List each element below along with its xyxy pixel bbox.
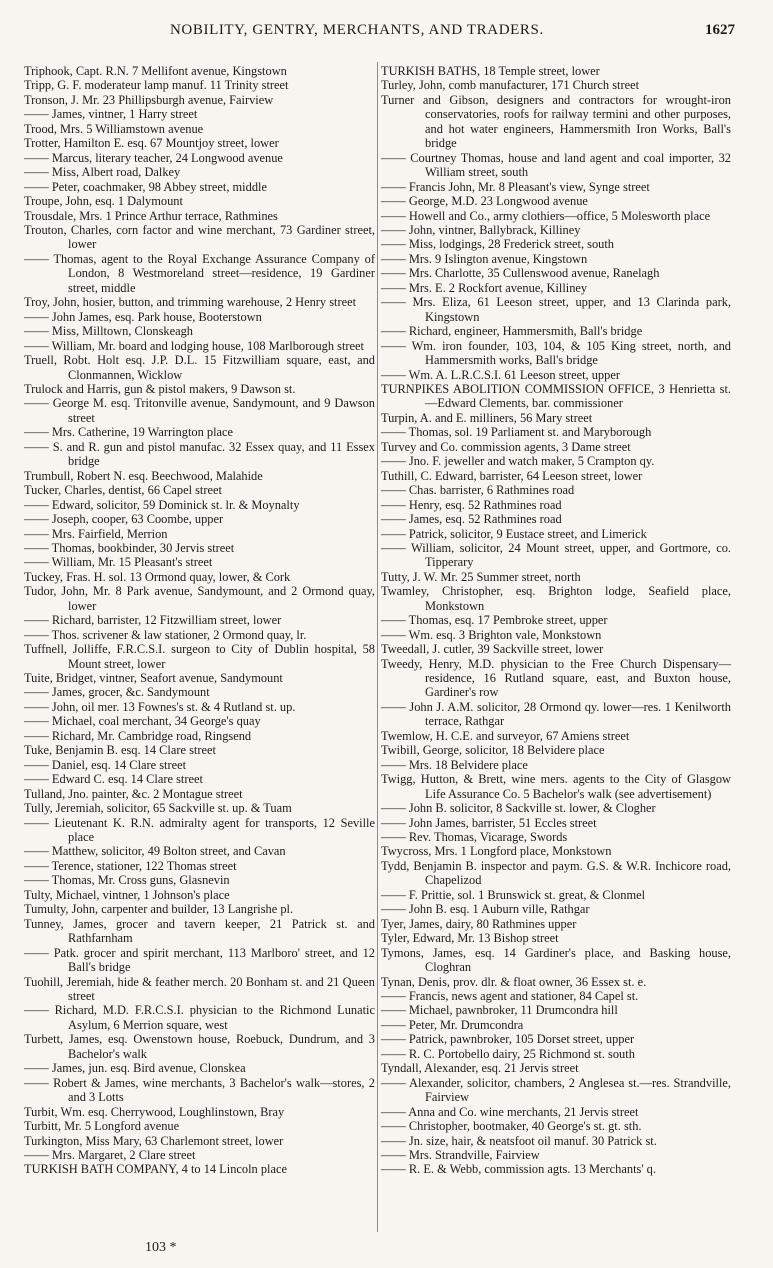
directory-entry: Tweedall, J. cutler, 39 Sackville street, lower — [381, 642, 604, 657]
directory-entry: —— Anna and Co. wine merchants, 21 Jervis street — [381, 1104, 639, 1119]
directory-entry: Twigg, Hutton, & Brett, wine mers. agents to the City of Glasgow Life Assurance Co. 5 Bachelor's walk (see advertisement) — [381, 772, 731, 801]
directory-entry: —— Wm. iron founder, 103, 104, & 105 King street, north, and Hammersmith works, Ball's bridge — [381, 338, 731, 368]
signature-mark: 103 * — [145, 1240, 177, 1255]
page-number: 1627 — [705, 22, 735, 38]
directory-entry: —— Mrs. Margaret, 2 Clare street — [24, 1147, 196, 1162]
directory-entry: —— William, Mr. 15 Pleasant's street — [24, 555, 213, 570]
directory-entry: —— Robert & James, wine merchants, 3 Bachelor's walk—stores, 2 and 3 Lotts — [24, 1075, 375, 1105]
directory-entry: —— R. E. & Webb, commission agts. 13 Merchants' q. — [381, 1162, 656, 1177]
directory-entry: Tydd, Benjamin B. inspector and paym. G.S. & W.R. Inchicore road, Chapelizod — [381, 858, 731, 888]
directory-entry: Twibill, George, solicitor, 18 Belvidere place — [381, 743, 605, 758]
directory-entry: —— James, vintner, 1 Harry street — [24, 107, 198, 122]
directory-entry: —— John B. solicitor, 8 Sackville st. lower, & Clogher — [381, 801, 656, 816]
directory-entry: —— Thomas, bookbinder, 30 Jervis street — [24, 540, 235, 555]
directory-entry: —— Rev. Thomas, Vicarage, Swords — [381, 830, 568, 845]
directory-entry: —— John, vintner, Ballybrack, Killiney — [381, 222, 581, 237]
directory-entry: Tulty, Michael, vintner, 1 Johnson's place — [24, 887, 230, 902]
directory-entry: Troy, John, hosier, button, and trimming warehouse, 2 Henry street — [24, 295, 357, 310]
directory-entry: —— Thomas, sol. 19 Parliament st. and Maryborough — [381, 425, 652, 440]
directory-entry: —— Matthew, solicitor, 49 Bolton street, and Cavan — [24, 844, 286, 859]
directory-entry: —— James, jun. esq. Bird avenue, Clonskea — [24, 1061, 246, 1076]
directory-entry: —— S. and R. gun and pistol manufac. 32 Essex quay, and 11 Essex bridge — [24, 439, 375, 469]
directory-entry: —— Francis, news agent and stationer, 84 Capel st. — [381, 989, 639, 1003]
directory-entry: —— William, Mr. board and lodging house, 108 Marlborough street — [24, 338, 364, 353]
directory-entry: —— Christopher, bootmaker, 40 George's st. gt. sth. — [381, 1119, 642, 1134]
directory-entry: —— Jno. F. jeweller and watch maker, 5 Crampton qy. — [381, 454, 655, 469]
directory-entry: Turbit, Wm. esq. Cherrywood, Loughlinstown, Bray — [24, 1104, 285, 1119]
directory-entry: —— George, M.D. 23 Longwood avenue — [381, 194, 588, 209]
directory-entry: Tyler, Edward, Mr. 13 Bishop street — [381, 931, 559, 946]
directory-entry: —— Richard, barrister, 12 Fitzwilliam street, lower — [24, 613, 282, 628]
directory-entry: Tyer, James, dairy, 80 Rathmines upper — [381, 916, 577, 931]
directory-entry: —— Peter, Mr. Drumcondra — [381, 1017, 524, 1032]
directory-entry: Trumbull, Robert N. esq. Beechwood, Malahide — [24, 468, 263, 483]
directory-entry: —— Marcus, literary teacher, 24 Longwood avenue — [24, 150, 283, 165]
directory-entry: Turbett, James, esq. Owenstown house, Roebuck, Dundrum, and 3 Bachelor's walk — [24, 1032, 375, 1061]
directory-entry: Tronson, J. Mr. 23 Phillipsburgh avenue, Fairview — [24, 92, 274, 107]
directory-entry: Tymons, James, esq. 14 Gardiner's place, and Basking house, Cloghran — [381, 945, 731, 975]
directory-entry: Tuohill, Jeremiah, hide & feather merch. 20 Bonham st. and 21 Queen street — [24, 974, 375, 1003]
directory-entry: —— Thomas, agent to the Royal Exchange Assurance Company of London, 8 Westmoreland street—residence, 19 Gardiner street, middle — [24, 251, 375, 295]
directory-entry: —— F. Prittie, sol. 1 Brunswick st. great, & Clonmel — [381, 887, 646, 902]
directory-entry: TURNPIKES ABOLITION COMMISSION OFFICE, 3 Henrietta st.—Edward Clements, bar. commissioner — [381, 381, 731, 411]
directory-entry: —— Miss, lodgings, 28 Frederick street, south — [381, 237, 614, 252]
directory-entry: Trouton, Charles, corn factor and wine merchant, 73 Gardiner street, lower — [24, 222, 375, 252]
directory-entry: Twamley, Christopher, esq. Brighton lodge, Seafield place, Monkstown — [381, 584, 731, 613]
directory-entry: —— Wm. A. L.R.C.S.I. 61 Leeson street, upper — [381, 367, 620, 382]
directory-entry: TURKISH BATH COMPANY, 4 to 14 Lincoln place — [24, 1162, 287, 1177]
directory-entry: —— John J. A.M. solicitor, 28 Ormond qy. lower—res. 1 Kenilworth terrace, Rathgar — [381, 699, 731, 729]
directory-entry: Tulland, Jno. painter, &c. 2 Montague street — [24, 786, 243, 801]
directory-entry: —— Terence, stationer, 122 Thomas street — [24, 858, 237, 873]
directory-entry: —— Patk. grocer and spirit merchant, 113 Marlboro' street, and 12 Ball's bridge — [24, 945, 375, 975]
directory-entry: Tunney, James, grocer and tavern keeper, 21 Patrick st. and Rathfarnham — [24, 916, 375, 946]
directory-entry: Tynan, Denis, prov. dlr. & float owner, 36 Essex st. e. — [381, 974, 647, 989]
directory-entry: —— Alexander, solicitor, chambers, 2 Anglesea st.—res. Strandville, Fairview — [381, 1075, 731, 1105]
directory-entry: —— John B. esq. 1 Auburn ville, Rathgar — [381, 902, 590, 917]
directory-entry: Tuthill, C. Edward, barrister, 64 Leeson street, lower — [381, 468, 643, 483]
directory-entry: Tuckey, Fras. H. sol. 13 Ormond quay, lower, & Cork — [24, 569, 291, 584]
directory-entry: Tumulty, John, carpenter and builder, 13 Langrishe pl. — [24, 902, 294, 917]
running-title: NOBILITY, GENTRY, MERCHANTS, AND TRADERS. — [170, 22, 544, 38]
directory-entry: Truell, Robt. Holt esq. J.P. D.L. 15 Fitzwilliam square, east, and Clonmannen, Wicklow — [24, 353, 375, 382]
directory-entry: Troupe, John, esq. 1 Dalymount — [24, 194, 183, 209]
directory-entry: Twemlow, H. C.E. and surveyor, 67 Amiens street — [381, 728, 630, 743]
directory-entry: —— Mrs. E. 2 Rockfort avenue, Killiney — [381, 280, 588, 295]
directory-entry: Tripp, G. F. moderateur lamp manuf. 11 Trinity street — [24, 78, 289, 93]
directory-entry: Tuffnell, Jolliffe, F.R.C.S.I. surgeon to City of Dublin hospital, 58 Mount street, lower — [24, 642, 375, 671]
directory-entry: Trood, Mrs. 5 Williamstown avenue — [24, 121, 204, 136]
directory-entry: —— Richard, Mr. Cambridge road, Ringsend — [24, 728, 252, 743]
directory-entry: —— Lieutenant K. R.N. admiralty agent for transports, 12 Seville place — [24, 815, 375, 845]
directory-entry: Turley, John, comb manufacturer, 171 Church street — [381, 78, 640, 93]
directory-entry: —— Mrs. 18 Belvidere place — [381, 757, 528, 772]
directory-entry: —— Miss, Albert road, Dalkey — [24, 165, 181, 180]
directory-entry: —— Henry, esq. 52 Rathmines road — [381, 497, 562, 512]
directory-entry: —— Jn. size, hair, & neatsfoot oil manuf. 30 Patrick st. — [381, 1133, 657, 1148]
directory-entry: —— Michael, coal merchant, 34 George's quay — [24, 714, 261, 729]
directory-entry: —— John James, esq. Park house, Booterstown — [24, 309, 262, 324]
directory-entry: —— Edward C. esq. 14 Clare street — [24, 772, 203, 787]
directory-entry: —— Wm. esq. 3 Brighton vale, Monkstown — [381, 627, 602, 642]
directory-entry: —— Richard, M.D. F.R.C.S.I. physician to the Richmond Lunatic Asylum, 6 Merrion square, west — [24, 1003, 375, 1032]
directory-entry: —— Mrs. Fairfield, Merrion — [24, 526, 168, 541]
directory-entry: —— Howell and Co., army clothiers—office, 5 Molesworth place — [381, 208, 711, 223]
directory-entry: Turner and Gibson, designers and contractors for wrought-iron conservatories, roofs for railway termini and other purposes, and hot water engineers, Hammersmith Iron Works, Ball's bridge — [381, 92, 731, 151]
directory-entry: Turkington, Miss Mary, 63 Charlemont street, lower — [24, 1133, 284, 1148]
page-header — [20, 20, 735, 42]
directory-entry: —— Patrick, solicitor, 9 Eustace street, and Limerick — [381, 526, 647, 541]
directory-entry: —— R. C. Portobello dairy, 25 Richmond st. south — [381, 1046, 635, 1061]
directory-entry: —— James, esq. 52 Rathmines road — [381, 512, 562, 527]
column-divider — [377, 62, 378, 1232]
directory-entry: —— Mrs. Catherine, 19 Warrington place — [24, 425, 234, 440]
directory-entry: —— John, oil mer. 13 Fownes's st. & 4 Rutland st. up. — [24, 699, 296, 714]
directory-entry: —— Edward, solicitor, 59 Dominick st. lr. & Moynalty — [24, 497, 300, 512]
directory-entry: Tuke, Benjamin B. esq. 14 Clare street — [24, 743, 216, 758]
directory-entry: —— Patrick, pawnbroker, 105 Dorset street, upper — [381, 1032, 635, 1047]
directory-entry: Trotter, Hamilton E. esq. 67 Mountjoy street, lower — [24, 136, 279, 151]
directory-entry: Tully, Jeremiah, solicitor, 65 Sackville st. up. & Tuam — [24, 801, 292, 816]
directory-entry: —— Michael, pawnbroker, 11 Drumcondra hill — [381, 1003, 618, 1018]
right-column — [381, 64, 731, 1177]
directory-entry: —— Mrs. 9 Islington avenue, Kingstown — [381, 251, 588, 266]
directory-entry: Twycross, Mrs. 1 Longford place, Monkstown — [381, 844, 612, 859]
directory-entry: Tuite, Bridget, vintner, Seafort avenue, Sandymount — [24, 671, 283, 686]
directory-entry: Tucker, Charles, dentist, 66 Capel street — [24, 483, 222, 498]
directory-entry: Turbitt, Mr. 5 Longford avenue — [24, 1119, 180, 1134]
directory-entry: —— Mrs. Strandville, Fairview — [381, 1147, 540, 1162]
directory-entry: Tutty, J. W. Mr. 25 Summer street, north — [381, 569, 581, 584]
directory-entry: —— Richard, engineer, Hammersmith, Ball's bridge — [381, 324, 643, 339]
directory-entry: —— Chas. barrister, 6 Rathmines road — [381, 483, 575, 498]
directory-entry: TURKISH BATHS, 18 Temple street, lower — [381, 64, 600, 78]
directory-entry: Turvey and Co. commission agents, 3 Dame street — [381, 439, 631, 454]
directory-entry: —— Thomas, Mr. Cross guns, Glasnevin — [24, 873, 230, 888]
directory-entry: Triphook, Capt. R.N. 7 Mellifont avenue, Kingstown — [24, 64, 287, 78]
directory-entry: Tudor, John, Mr. 8 Park avenue, Sandymount, and 2 Ormond quay, lower — [24, 584, 375, 613]
directory-entry: —— Thos. scrivener & law stationer, 2 Ormond quay, lr. — [24, 627, 307, 642]
directory-entry: —— Courtney Thomas, house and land agent and coal importer, 32 William street, south — [381, 150, 731, 180]
directory-entry: —— Miss, Milltown, Clonskeagh — [24, 324, 194, 339]
directory-entry: —— Thomas, esq. 17 Pembroke street, upper — [381, 613, 608, 628]
directory-entry: —— Francis John, Mr. 8 Pleasant's view, Synge street — [381, 179, 650, 194]
directory-entry: Tweedy, Henry, M.D. physician to the Free Church Dispensary—residence, 16 Rutland square, east, and Buxton house, Gardiner's row — [381, 656, 731, 700]
left-column — [24, 64, 375, 1177]
directory-entry: Tyndall, Alexander, esq. 21 Jervis street — [381, 1061, 579, 1076]
directory-entry: Trulock and Harris, gun & pistol makers, 9 Dawson st. — [24, 381, 296, 396]
directory-entry: —— William, solicitor, 24 Mount street, upper, and Gortmore, co. Tipperary — [381, 540, 731, 570]
directory-entry: —— Mrs. Charlotte, 35 Cullenswood avenue, Ranelagh — [381, 266, 660, 281]
directory-entry: —— John James, barrister, 51 Eccles street — [381, 815, 597, 830]
directory-entry: —— James, grocer, &c. Sandymount — [24, 685, 210, 700]
directory-entry: —— Mrs. Eliza, 61 Leeson street, upper, and 13 Clarinda park, Kingstown — [381, 295, 731, 324]
directory-entry: —— Daniel, esq. 14 Clare street — [24, 757, 187, 772]
directory-entry: Trousdale, Mrs. 1 Prince Arthur terrace, Rathmines — [24, 208, 278, 223]
directory-entry: —— Joseph, cooper, 63 Coombe, upper — [24, 512, 224, 527]
directory-entry: —— Peter, coachmaker, 98 Abbey street, middle — [24, 179, 267, 194]
directory-entry: Turpin, A. and E. milliners, 56 Mary street — [381, 410, 593, 425]
directory-entry: —— George M. esq. Tritonville avenue, Sandymount, and 9 Dawson street — [24, 396, 375, 425]
